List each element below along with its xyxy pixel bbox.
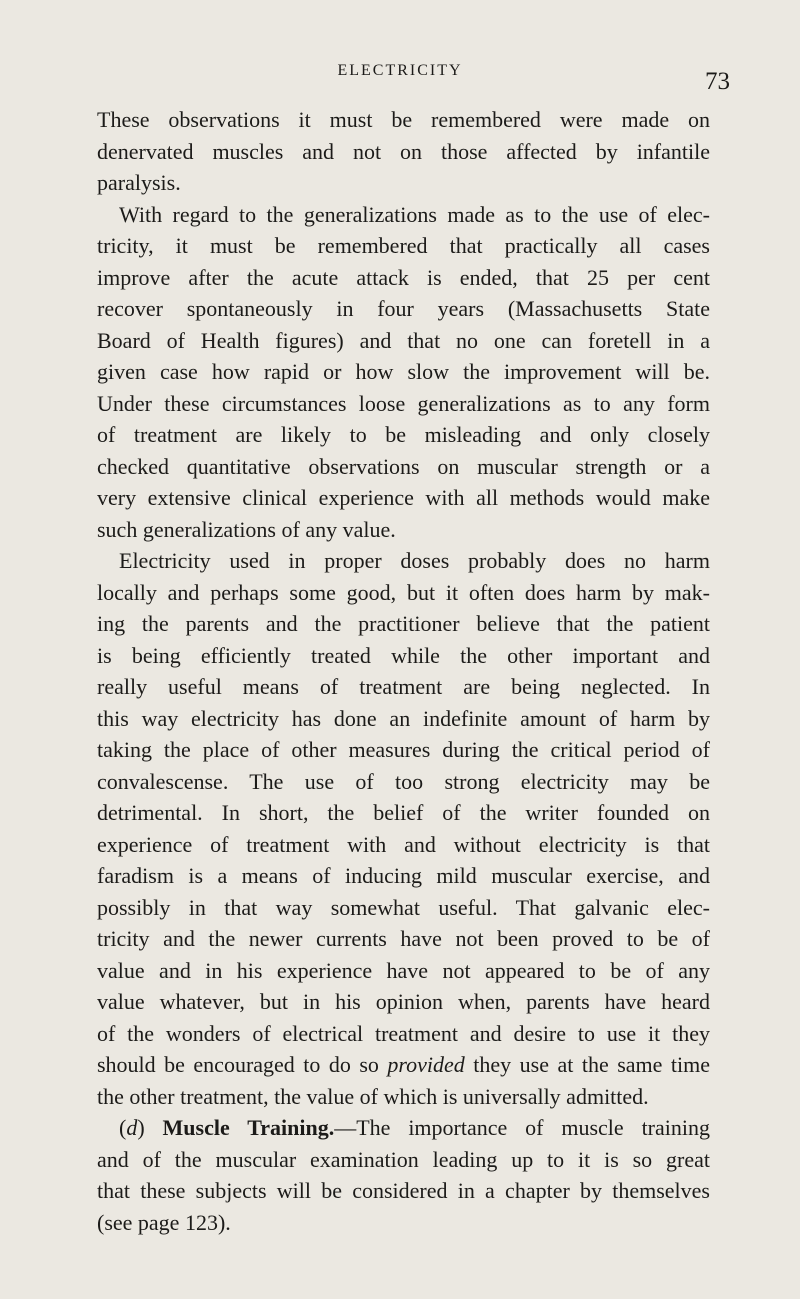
text-line: denervated muscles and not on those affected by infantile bbox=[97, 138, 710, 164]
section-letter: d bbox=[126, 1115, 138, 1140]
text-line: taking the place of other measures during the critical period of bbox=[97, 737, 710, 762]
text-line: paralysis. bbox=[97, 170, 181, 195]
body-text bbox=[97, 104, 710, 1238]
text-line: very extensive clinical experience with all methods would make bbox=[97, 485, 710, 510]
text-line: really useful means of treatment are being neglected. In bbox=[97, 674, 710, 699]
text-line bbox=[97, 1049, 710, 1081]
text-line: (see page 123). bbox=[97, 1209, 231, 1235]
section-heading-line bbox=[97, 1112, 710, 1144]
text-line: These observations it must be remembered were made on bbox=[97, 107, 710, 132]
text-line: checked quantitative observations on muscular strength or a bbox=[97, 453, 710, 479]
text-line: detrimental. In short, the belief of the writer founded on bbox=[97, 800, 710, 825]
text-line: improve after the acute attack is ended, that 25 per cent bbox=[97, 264, 710, 290]
text-line: and of the muscular examination leading up to it is so great bbox=[97, 1146, 710, 1172]
text-line: ing the parents and the practitioner believe that the patient bbox=[97, 611, 710, 636]
text-line: faradism is a means of inducing mild muscular exercise, and bbox=[97, 863, 710, 888]
text-line: recover spontaneously in four years (Massachusetts State bbox=[97, 296, 710, 321]
running-head bbox=[0, 60, 800, 95]
text-line: possibly in that way somewhat useful. That galvanic elec- bbox=[97, 894, 710, 920]
text-line: given case how rapid or how slow the improvement will be. bbox=[97, 359, 710, 384]
text-line: Under these circumstances loose generalizations as to any form bbox=[97, 390, 710, 416]
text-line: that these subjects will be considered in a chapter by themselves bbox=[97, 1178, 710, 1203]
text-line: convalescense. The use of too strong electricity may be bbox=[97, 768, 710, 794]
section-heading: Muscle Training. bbox=[144, 1115, 335, 1140]
text-segment: ) bbox=[137, 1115, 145, 1140]
text-line: tricity, it must be remembered that practically all cases bbox=[97, 233, 710, 258]
text-segment: they use at the same time bbox=[464, 1052, 710, 1077]
text-segment: should be encouraged to do so bbox=[97, 1052, 388, 1077]
running-title: ELECTRICITY bbox=[337, 62, 463, 79]
text-line: the other treatment, the value of which is universally admitted. bbox=[97, 1083, 649, 1109]
text-line-content: With regard to the generalizations made as to the use of elec- bbox=[119, 201, 710, 227]
text-line-content: Electricity used in proper doses probably does no harm bbox=[119, 548, 710, 573]
text-line: value whatever, but in his opinion when, parents have heard bbox=[97, 989, 710, 1014]
text-segment: —The importance of muscle training bbox=[334, 1115, 710, 1140]
text-line: of the wonders of electrical treatment and desire to use it they bbox=[97, 1020, 710, 1046]
text-line: of treatment are likely to be misleading and only closely bbox=[97, 422, 710, 447]
page-number: 73 bbox=[705, 68, 730, 95]
text-segment: ( bbox=[119, 1115, 127, 1140]
italic-word: provided bbox=[387, 1052, 465, 1077]
text-line: is being efficiently treated while the other important and bbox=[97, 642, 710, 668]
text-line: Board of Health figures) and that no one can foretell in a bbox=[97, 327, 710, 353]
text-line: such generalizations of any value. bbox=[97, 516, 396, 542]
text-line bbox=[97, 199, 710, 231]
text-line: tricity and the newer currents have not been proved to be of bbox=[97, 926, 710, 951]
text-line: locally and perhaps some good, but it often does harm by mak- bbox=[97, 579, 710, 605]
text-line bbox=[97, 545, 710, 577]
text-line: value and in his experience have not appeared to be of any bbox=[97, 957, 710, 983]
text-line: this way electricity has done an indefinite amount of harm by bbox=[97, 705, 710, 731]
text-line: experience of treatment with and without electricity is that bbox=[97, 831, 710, 857]
